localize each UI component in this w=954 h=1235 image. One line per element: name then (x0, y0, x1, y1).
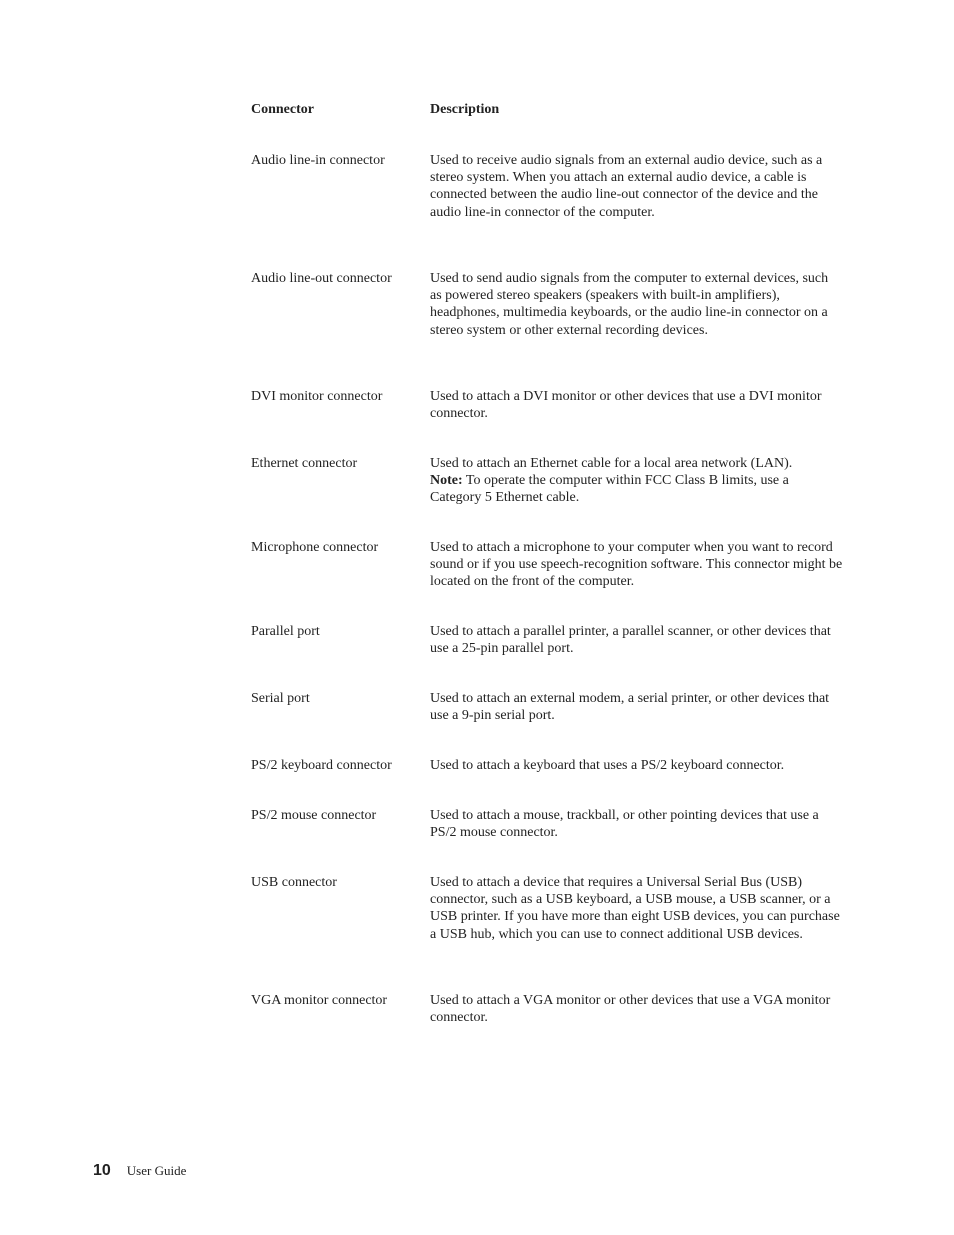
table-row (251, 388, 843, 422)
connector-name: PS/2 mouse connector (251, 808, 377, 823)
note-text: To operate the computer within FCC Class B limits, use a Category 5 Ethernet cable. (430, 473, 789, 506)
connector-name: DVI monitor connector (251, 389, 383, 404)
connector-description (430, 455, 843, 507)
header-description: Description (430, 102, 500, 117)
footer-title: User Guide (126, 1163, 187, 1178)
table-row (251, 270, 843, 339)
connector-name: Audio line-in connector (251, 153, 385, 168)
table-row (251, 623, 843, 657)
connector-description: Used to attach a mouse, trackball, or other pointing devices that use a PS/2 mouse connector. (430, 808, 819, 841)
page-number: 10 (93, 1162, 111, 1179)
connector-table (251, 101, 843, 1026)
table-row (251, 690, 843, 724)
table-row (251, 455, 843, 507)
note (430, 472, 843, 506)
table-row (251, 539, 843, 591)
connector-description: Used to receive audio signals from an external audio device, such as a stereo system. When you attach an external audio device, a cable is connected between the audio line-out connector of the device and the audio line-in connector of the computer. (430, 153, 823, 220)
connector-name: Audio line-out connector (251, 271, 392, 286)
table-row (251, 874, 843, 943)
connector-name: Serial port (251, 691, 310, 706)
connector-description: Used to attach a keyboard that uses a PS/2 keyboard connector. (430, 758, 785, 773)
connector-description: Used to attach a parallel printer, a parallel scanner, or other devices that use a 25-pin parallel port. (430, 624, 831, 657)
connector-description: Used to attach a microphone to your computer when you want to record sound or if you use speech-recognition software. This connector might be located on the front of the computer. (430, 540, 843, 590)
connector-description: Used to attach a device that requires a Universal Serial Bus (USB) connector, such as a USB keyboard, a USB mouse, a USB scanner, or a USB printer. If you have more than eight USB devices, you can purchase a USB hub, which you can use to connect additional USB devices. (430, 875, 840, 942)
table-row (251, 757, 843, 774)
connector-description-text: Used to attach an Ethernet cable for a local area network (LAN). (430, 456, 793, 471)
connector-name: Parallel port (251, 624, 320, 639)
connector-name: Microphone connector (251, 540, 379, 555)
connector-description: Used to attach an external modem, a serial printer, or other devices that use a 9-pin serial port. (430, 691, 830, 724)
connector-description: Used to attach a DVI monitor or other devices that use a DVI monitor connector. (430, 389, 822, 422)
page-footer (93, 1162, 186, 1180)
table-row (251, 152, 843, 221)
connector-description: Used to attach a VGA monitor or other devices that use a VGA monitor connector. (430, 993, 831, 1026)
connector-description: Used to send audio signals from the computer to external devices, such as powered stereo speakers (speakers with built-in amplifiers), headphones, multimedia keyboards, or the audio line-in connector on a stereo system or other external recording devices. (430, 271, 829, 338)
table-row (251, 807, 843, 841)
connector-name: VGA monitor connector (251, 993, 388, 1008)
connector-name: PS/2 keyboard connector (251, 758, 392, 773)
table-header (251, 101, 843, 118)
note-label: Note: (430, 473, 463, 489)
connector-name: USB connector (251, 875, 337, 890)
connector-name: Ethernet connector (251, 456, 358, 471)
header-connector: Connector (251, 102, 314, 117)
table-row (251, 992, 843, 1026)
